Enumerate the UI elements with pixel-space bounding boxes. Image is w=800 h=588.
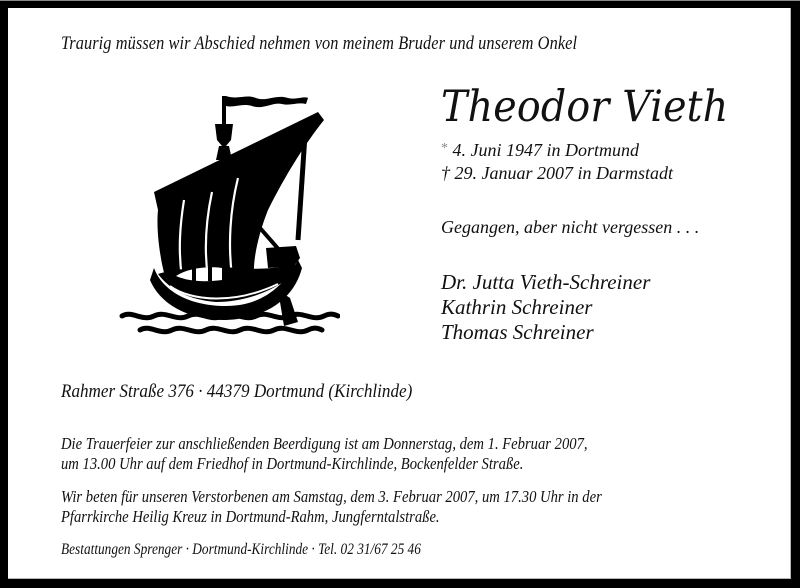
deceased-name: Theodor Vieth [441, 82, 729, 132]
birth-text: 4. Juni 1947 in Dortmund [452, 140, 639, 160]
funeral-home-footer: Bestattungen Sprenger · Dortmund-Kirchlinde · Tel. 02 31/67 25 46 [61, 541, 421, 558]
prayer-info-line: Wir beten für unseren Verstorbenen am Samstag, dem 3. Februar 2007, um 17.30 Uhr in der [61, 487, 602, 506]
mourner-name: Thomas Schreiner [441, 320, 594, 344]
ship-icon [118, 90, 340, 340]
prayer-info-line: Pfarrkirche Heilig Kreuz in Dortmund-Rahm, Jungferntalstraße. [61, 507, 440, 526]
funeral-info-line: Die Trauerfeier zur anschließenden Beerdigung ist am Donnerstag, dem 1. Februar 2007, [61, 434, 588, 453]
death-date [441, 164, 673, 182]
family-address: Rahmer Straße 376 · 44379 Dortmund (Kirchlinde) [61, 381, 413, 402]
funeral-info-line: um 13.00 Uhr auf dem Friedhof in Dortmund-Kirchlinde, Bockenfelder Straße. [61, 454, 524, 473]
death-cross-icon: † [441, 163, 450, 183]
birth-date [441, 141, 639, 159]
birth-star-icon: * [441, 141, 448, 156]
memorial-quote: Gegangen, aber nicht vergessen . . . [441, 217, 700, 237]
mourner-name: Dr. Jutta Vieth-Schreiner [441, 270, 651, 294]
death-text: 29. Januar 2007 in Darmstadt [454, 163, 674, 183]
mourner-name: Kathrin Schreiner [441, 295, 593, 319]
headline: Traurig müssen wir Abschied nehmen von meinem Bruder und unserem Onkel [61, 33, 578, 54]
